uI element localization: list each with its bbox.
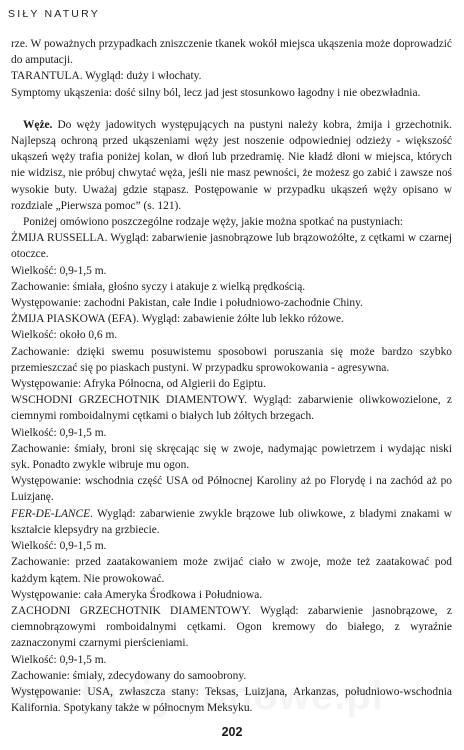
fer-de-lance-name: FER-DE-LANCE	[11, 507, 91, 520]
paragraph: Wielkość: około 0,6 m.	[11, 329, 118, 342]
paragraph: WSCHODNI GRZECHOTNIK DIAMENTOWY. Wygląd: zabarwienie oliwkowozielone, z ciemnymi romboidalnymi cętkami o białych lub żółtych brzegach.	[11, 394, 452, 423]
paragraph: Wielkość: 0,9-1,5 m.	[11, 426, 107, 439]
paragraph: Występowanie: cała Ameryka Środkowa i Południowa.	[11, 588, 263, 601]
paragraph: rze. W poważnych przypadkach zniszczenie tkanek wokół miejsca ukąszenia może doprowadzić do amputacji.	[11, 38, 452, 67]
paragraph: Wielkość: 0,9-1,5 m.	[11, 264, 107, 277]
paragraph: Symptomy ukąszenia: dość silny ból, lecz jad jest stosunkowo łagodny i nie obezwładnia.	[11, 86, 421, 99]
paragraph: Wielkość: 0,9-1,5 m.	[11, 540, 107, 553]
paragraph: Zachowanie: śmiała, głośno syczy i atakuje z wielką prędkością.	[11, 280, 306, 293]
paragraph: Zachowanie: śmiały, zdecydowany do samoobrony.	[11, 669, 247, 682]
section-gap	[11, 101, 452, 117]
paragraph: Poniżej omówiono poszczególne rodzaje węży, jakie można spotkać na pustyniach:	[23, 216, 404, 229]
fer-de-lance-paragraph	[11, 506, 452, 538]
page-number: 202	[221, 725, 243, 739]
snakes-intro-paragraph	[11, 117, 452, 214]
paragraph: Występowanie: USA, zwłaszcza stany: Teksas, Luizjana, Arkanzas, południowo-wschodnia Kalifornia. Spotykany także w północnym Meksyku.	[11, 685, 452, 715]
paragraph: Występowanie: zachodni Pakistan, całe Indie i południowo-zachodnie Chiny.	[11, 297, 363, 310]
watermark	[10, 674, 460, 719]
paragraph: ZACHODNI GRZECHOTNIK DIAMENTOWY. Wygląd: zabarwienie jasnobrązowe, z ciemnobrązowymi romboidalnymi cętkami. Ogon kremowy do białego, z wyraźnie zaznaczonymi czarnymi pierścieniami.	[11, 604, 452, 650]
section-heading-weze: Węże.	[23, 118, 53, 131]
snakes-intro-text: Do węży jadowitych występujących na pustyni należy kobra, żmija i grzechotnik. Najlepszą ochroną przed ukąszeniami węży jest noszenie odpowiedniej odzieży - większość ukąszeń węży trafia poniżej kolan, w dłoń lub przedramię. Nie kładź dłoni w miejsca, których nie widzisz, nie próbuj chwytać węża, jeśli nie masz pewności, że możesz go zabić i zawsze noś wysokie buty. Uważaj gdzie stąpasz. Postępowanie w przypadku ukąszeń węży opisano w rozdziale „Pierwsza pomoc” (s. 121).	[11, 118, 452, 212]
paragraph: Występowanie: wschodnia część USA od Północnej Karoliny aż po Florydę i na zachód aż po Luizjanę.	[11, 475, 452, 504]
paragraph: TARANTULA. Wygląd: duży i włochaty.	[11, 70, 202, 83]
paragraph: ŻMIJA PIASKOWA (EFA). Wygląd: zabawienie żółte lub lekko różowe.	[11, 313, 344, 326]
paragraph: Wielkość: 0,9-1,5 m.	[11, 653, 107, 666]
fer-de-lance-text: . Wygląd: zabarwienie zwykle brązowe lub oliwkowe, z bladymi znakami w kształcie klepsydry na grzbiecie.	[11, 507, 452, 536]
page-body	[11, 36, 452, 716]
running-header: SIŁY NATURY	[8, 8, 100, 20]
paragraph: Zachowanie: dzięki swemu posuwistemu sposobowi poruszania się może bardzo szybko przemieszczać się po piaskach pustyni. W przypadku sprowokowania - agresywna.	[11, 345, 452, 374]
paragraph: ŻMIJA RUSSELLA. Wygląd: zabarwienie jasnobrązowe lub brązowożółte, z cętkami w czarnej otoczce.	[11, 232, 452, 261]
paragraph: Zachowanie: śmiały, broni się skręcając się w zwoje, nadymając powietrzem i wydając niski syk. Ponadto zwykle wibruje mu ogon.	[11, 442, 452, 472]
paragraph: Występowanie: Afryka Północna, od Algierii do Egiptu.	[11, 378, 266, 391]
paragraph: Zachowanie: przed zaatakowaniem może zwijać ciało w zwoje, może też zaatakować pod każdym kątem. Nie prowokować.	[11, 556, 452, 585]
